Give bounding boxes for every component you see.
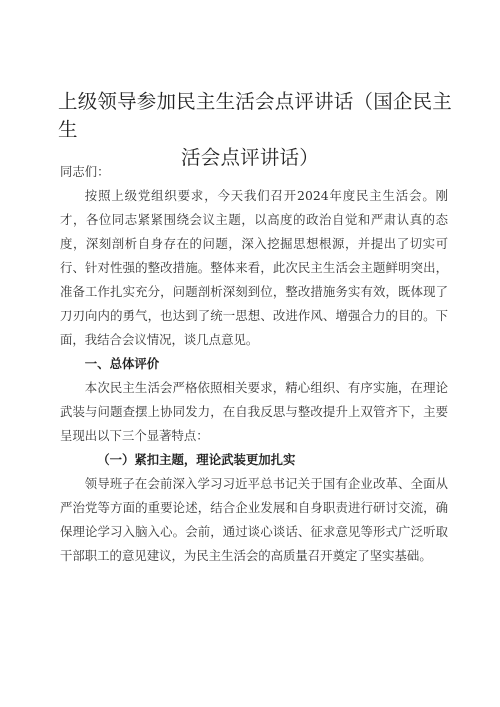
title-line-2: 活会点评讲话） [181, 146, 319, 169]
document-body [60, 160, 448, 568]
section-heading-overall-evaluation: 一、总体评价 [84, 356, 160, 371]
paragraph-evaluation-intro: 本次民主生活会严格依照相关要求，精心组织、有序实施，在理论武装与问题查摆上协同发力，在自我反思与整改提升上双管齐下，主要呈现出以下三个显著特点： [60, 380, 448, 443]
paragraph-theme-detail: 领导班子在会前深入学习习近平总书记关于国有企业改革、全面从严治党等方面的重要论述，结合企业发展和自身职责进行研讨交流，确保理论学习入脑入心。会前，通过谈心谈话、征求意见等形式广泛听取干部职工的意见建议，为民主生活会的高质量召开奠定了坚实基础。 [60, 476, 448, 563]
salutation: 同志们： [60, 164, 110, 179]
subsection-heading-theme: （一）紧扣主题，理论武装更加扎实 [97, 452, 296, 467]
paragraph-opening: 按照上级党组织要求，今天我们召开2024年度民主生活会。刚才，各位同志紧紧围绕会议主题，以高度的政治自觉和严肃认真的态度，深刻剖析自身存在的问题，深入挖掘思想根源，并提出了切实可行、针对性强的整改措施。整体来看，此次民主生活会主题鲜明突出，准备工作扎实充分，问题剖析深刻到位，整改措施务实有效，既体现了刀刃向内的勇气，也达到了统一思想、改进作风、增强合力的目的。下面，我结合会议情况，谈几点意见。 [60, 188, 448, 347]
title-line-1: 上级领导参加民主生活会点评讲话（国企民主生 [58, 90, 453, 141]
